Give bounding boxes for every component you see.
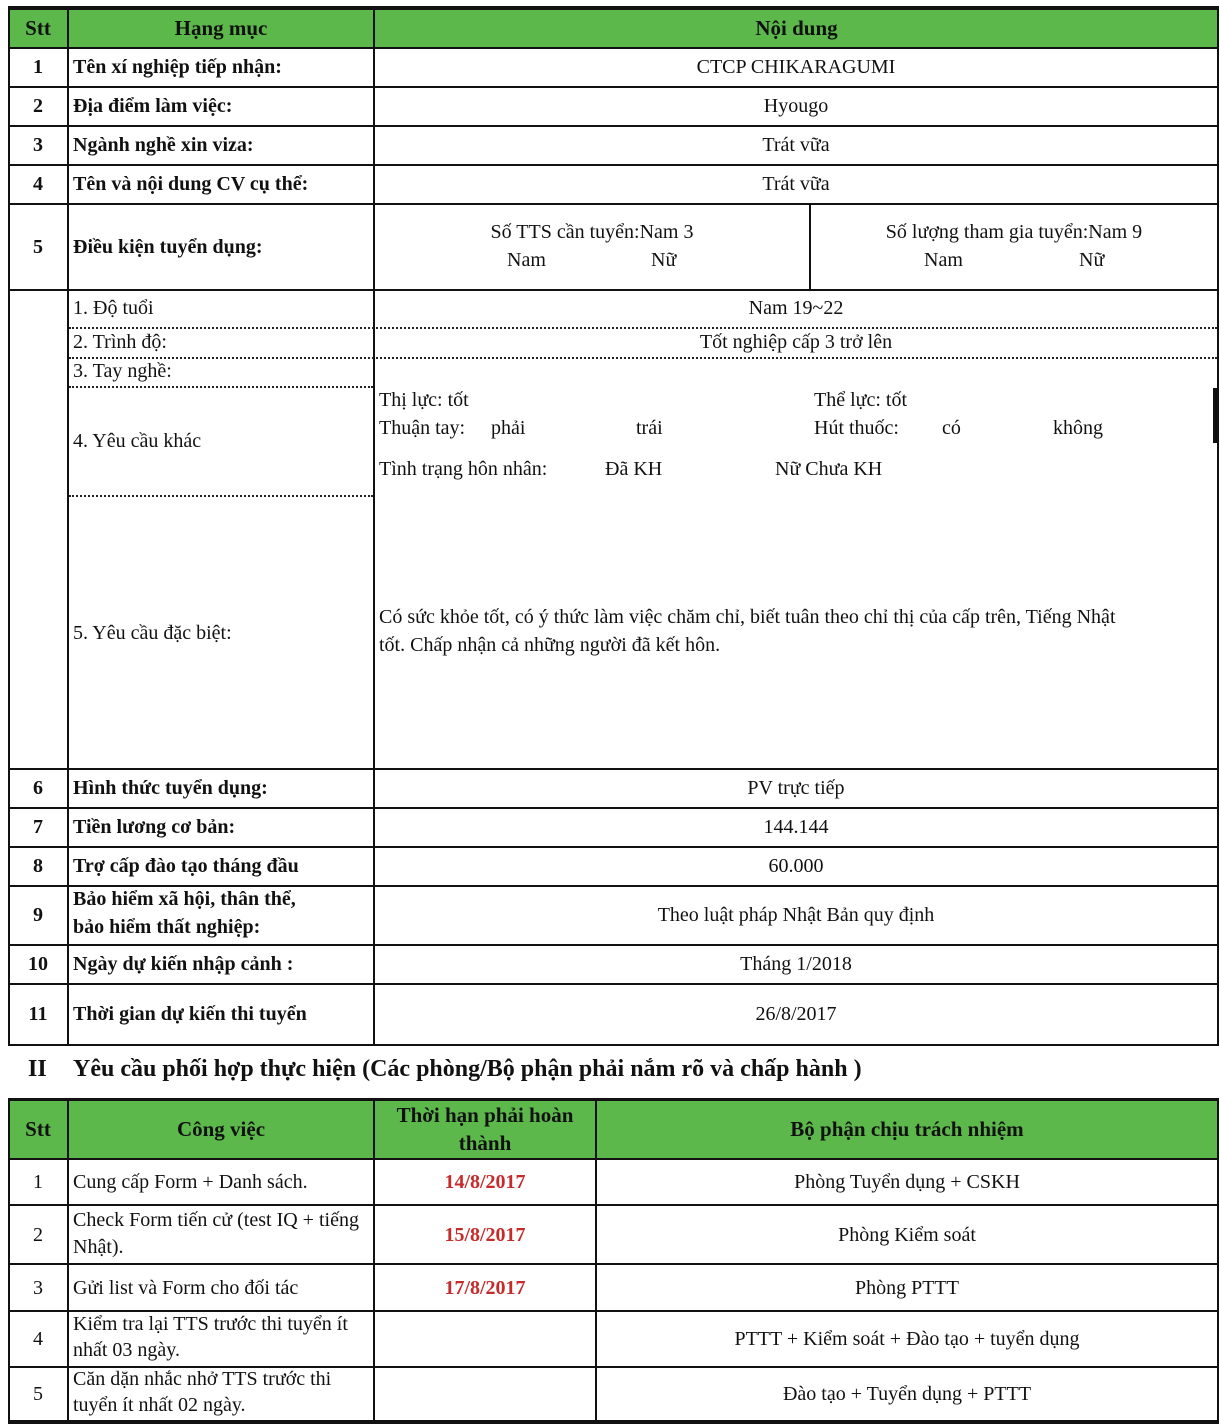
row9-stt: 9 xyxy=(33,904,43,926)
row1-label: Tên xí nghiệp tiếp nhận: xyxy=(73,56,282,78)
education-value: Tốt nghiệp cấp 3 trở lên xyxy=(699,331,893,353)
smoking-yes: có xyxy=(942,417,961,439)
recruit-participants-female: Nữ xyxy=(1079,249,1105,271)
fitness: Thể lực: tốt xyxy=(814,389,908,411)
task-row3-deadline: 17/8/2017 xyxy=(444,1276,526,1299)
task-row4-dept: PTTT + Kiểm soát + Đào tạo + tuyển dụng xyxy=(734,1328,1080,1350)
row7-stt: 7 xyxy=(33,816,43,838)
table1-header-stt: Stt xyxy=(25,15,51,40)
special-requirements-line2: tốt. Chấp nhận cả những người đã kết hôn. xyxy=(379,634,721,656)
task-row4-stt: 4 xyxy=(33,1328,43,1350)
age-label: 1. Độ tuổi xyxy=(73,297,154,319)
handedness-right: phải xyxy=(491,417,526,439)
task-row2-task-line2: Nhật). xyxy=(73,1236,124,1258)
table2-header-task: Công việc xyxy=(176,1116,266,1141)
row10-label: Ngày dự kiến nhập cảnh : xyxy=(73,953,294,975)
row3-stt: 3 xyxy=(33,134,43,156)
special-requirements-label: 5. Yêu cầu đặc biệt: xyxy=(73,622,232,644)
row3-label: Ngành nghề xin viza: xyxy=(73,134,254,156)
row6-value: PV trực tiếp xyxy=(747,777,845,799)
task-row3-stt: 3 xyxy=(33,1276,43,1299)
row9-label-line1: Bảo hiểm xã hội, thân thể, xyxy=(73,888,296,910)
task-row1-stt: 1 xyxy=(33,1171,43,1193)
handedness-label: Thuận tay: xyxy=(379,417,466,439)
row4-stt: 4 xyxy=(33,173,43,195)
row6-label: Hình thức tuyển dụng: xyxy=(73,777,268,799)
table1-header-content: Nội dung xyxy=(755,15,838,40)
section2-title: Yêu cầu phối hợp thực hiện (Các phòng/Bộ phận phải nắm rõ và chấp hành ) xyxy=(73,1056,862,1082)
skill-label: 3. Tay nghề: xyxy=(73,360,172,382)
age-value: Nam 19~22 xyxy=(748,297,844,319)
task-row1-dept: Phòng Tuyển dụng + CSKH xyxy=(794,1171,1020,1193)
table2-header-dept: Bộ phận chịu trách nhiệm xyxy=(790,1116,1024,1141)
row9-value: Theo luật pháp Nhật Bản quy định xyxy=(657,904,935,926)
task-row5-task-line1: Căn dặn nhắc nhở TTS trước thi xyxy=(73,1368,332,1390)
task-row5-task-line2: tuyển ít nhất 02 ngày. xyxy=(73,1394,246,1416)
row5-label: Điều kiện tuyển dụng: xyxy=(73,235,263,258)
row10-stt: 10 xyxy=(28,953,48,975)
task-row2-task-line1: Check Form tiến cử (test IQ + tiếng xyxy=(73,1209,359,1231)
row9-label-line2: bảo hiểm thất nghiệp: xyxy=(73,916,261,938)
row5-stt: 5 xyxy=(33,235,43,258)
row4-value: Trát vữa xyxy=(762,173,830,195)
row4-label: Tên và nội dung CV cụ thể: xyxy=(73,173,309,195)
task-row5-stt: 5 xyxy=(33,1383,43,1405)
handedness-left: trái xyxy=(636,417,663,439)
row2-stt: 2 xyxy=(33,95,43,117)
task-row1-deadline: 14/8/2017 xyxy=(444,1171,526,1193)
row1-value: CTCP CHIKARAGUMI xyxy=(696,56,896,78)
row11-stt: 11 xyxy=(28,1003,48,1025)
recruit-participants: Số lượng tham gia tuyển:Nam 9 xyxy=(885,221,1143,243)
row8-stt: 8 xyxy=(33,855,43,877)
table1-header-category: Hạng mục xyxy=(174,15,268,40)
row6-stt: 6 xyxy=(33,777,43,799)
row11-label: Thời gian dự kiến thi tuyển xyxy=(73,1003,307,1025)
task-row3-dept: Phòng PTTT xyxy=(855,1276,959,1299)
table2-header-stt: Stt xyxy=(25,1116,51,1141)
task-row5-deadline xyxy=(375,1368,595,1420)
row7-label: Tiền lương cơ bản: xyxy=(73,816,236,838)
table2-header-deadline-line2: thành xyxy=(458,1131,512,1155)
task-row2-deadline: 15/8/2017 xyxy=(444,1223,526,1246)
task-row2-dept: Phòng Kiểm soát xyxy=(838,1223,976,1246)
smoking-label: Hút thuốc: xyxy=(814,417,899,439)
marital-married: Đã KH xyxy=(605,458,663,480)
task-row5-dept: Đào tạo + Tuyển dụng + PTTT xyxy=(782,1383,1032,1405)
eyesight: Thị lực: tốt xyxy=(379,389,469,411)
row7-value: 144.144 xyxy=(763,816,829,838)
task-row2-stt: 2 xyxy=(33,1223,43,1246)
marital-label: Tình trạng hôn nhân: xyxy=(379,458,548,480)
row8-value: 60.000 xyxy=(768,855,824,877)
row3-value: Trát vữa xyxy=(762,134,830,156)
marital-unmarried: Nữ Chưa KH xyxy=(775,458,883,480)
row11-value: 26/8/2017 xyxy=(755,1003,837,1025)
education-label: 2. Trình độ: xyxy=(73,331,167,353)
task-row1-task: Cung cấp Form + Danh sách. xyxy=(73,1171,308,1193)
table2-header-deadline-line1: Thời hạn phải hoàn xyxy=(396,1103,574,1127)
row2-value: Hyougo xyxy=(763,95,829,117)
task-row3-task: Gửi list và Form cho đối tác xyxy=(73,1276,299,1299)
recruit-needed-male: Nam xyxy=(507,249,546,271)
special-requirements-line1: Có sức khỏe tốt, có ý thức làm việc chăm chỉ, biết tuân theo chỉ thị của cấp trên, Tiếng Nhật xyxy=(379,606,1116,628)
row2-label: Địa điểm làm việc: xyxy=(73,95,233,117)
row8-label: Trợ cấp đào tạo tháng đầu xyxy=(73,855,299,877)
recruit-needed: Số TTS cần tuyển:Nam 3 xyxy=(490,221,694,243)
other-requirements-label: 4. Yêu cầu khác xyxy=(73,430,202,452)
smoking-no: không xyxy=(1053,417,1103,439)
section2-number: II xyxy=(28,1056,47,1082)
row1-stt: 1 xyxy=(33,56,43,78)
recruit-participants-male: Nam xyxy=(924,249,963,271)
recruit-needed-female: Nữ xyxy=(651,249,677,271)
task-row4-deadline xyxy=(375,1312,595,1366)
task-row4-task-line2: nhất 03 ngày. xyxy=(73,1339,181,1361)
task-row4-task-line1: Kiểm tra lại TTS trước thi tuyển ít xyxy=(73,1313,348,1335)
row10-value: Tháng 1/2018 xyxy=(740,953,852,975)
